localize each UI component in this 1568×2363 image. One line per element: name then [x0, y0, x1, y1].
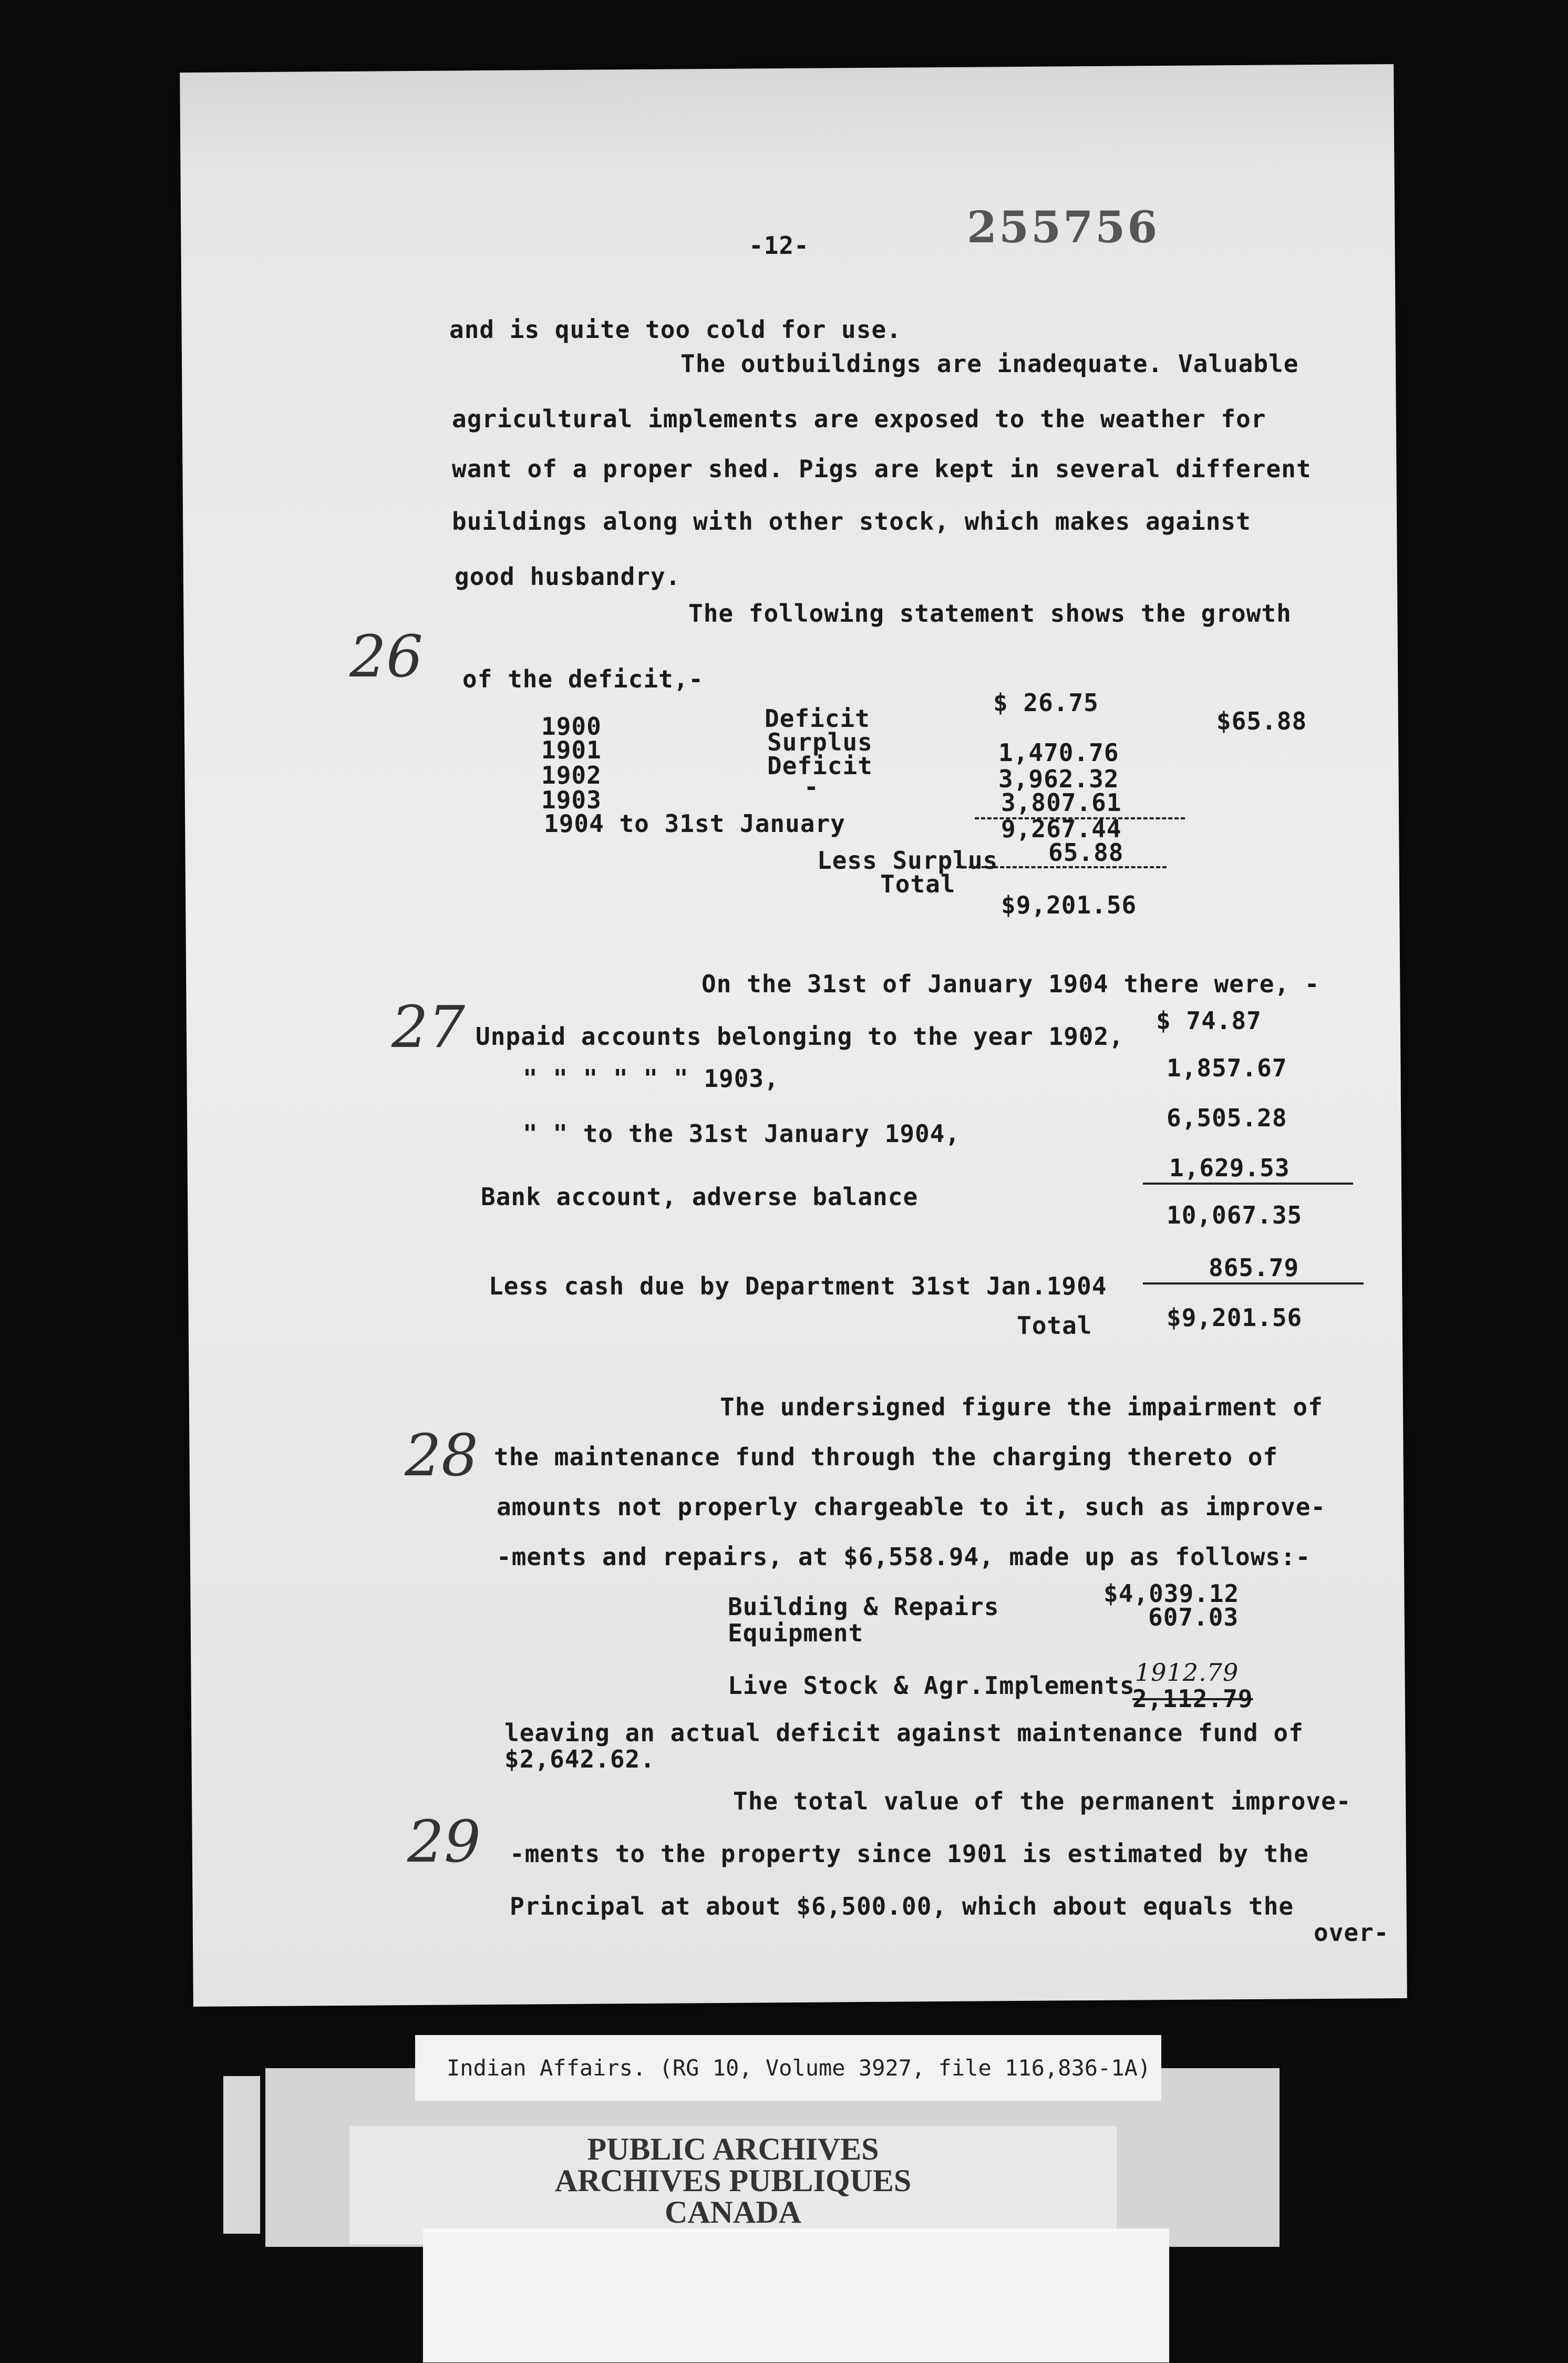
- archive-stamp-line2: ARCHIVES PUBLIQUES: [554, 2163, 912, 2198]
- table-cell: Deficit: [767, 752, 873, 780]
- account-amount: 1,857.67: [1167, 1054, 1287, 1082]
- table-cell: 1903: [541, 786, 602, 814]
- impairment-item: Building & Repairs: [728, 1593, 999, 1621]
- text-line: good husbandry.: [455, 562, 681, 591]
- accounts-total-label: Total: [1017, 1311, 1092, 1340]
- text-line: -ments and repairs, at $6,558.94, made up as follows:-: [497, 1543, 1311, 1571]
- table-cell: 1902: [541, 761, 602, 789]
- total-amount: $9,201.56: [1001, 891, 1137, 919]
- margin-note: 29: [407, 1808, 481, 1875]
- text-line: Principal at about $6,500.00, which about equals the: [510, 1892, 1294, 1920]
- account-amount: $ 74.87: [1156, 1006, 1262, 1035]
- archive-stamp-line1: PUBLIC ARCHIVES: [587, 2132, 879, 2166]
- text-line: -ments to the property since 1901 is estimated by the: [510, 1840, 1309, 1868]
- margin-note: 28: [405, 1422, 478, 1489]
- less-surplus-label: Less Surplus: [817, 846, 998, 875]
- subtotal: 9,267.44: [1001, 815, 1122, 843]
- text-line: The following statement shows the growth: [688, 599, 1292, 628]
- text-line: The total value of the permanent improve-: [733, 1787, 1352, 1815]
- text-line: amounts not properly chargeable to it, such as improve-: [497, 1493, 1326, 1521]
- less-cash-amount: 865.79: [1209, 1254, 1299, 1282]
- table-cell: 1904 to 31st January: [544, 809, 845, 838]
- archive-stamp-number: 255756: [967, 202, 1160, 253]
- less-cash-label: Less cash due by Department 31st Jan.1904: [489, 1272, 1107, 1300]
- text-line: want of a proper shed. Pigs are kept in several different: [452, 455, 1312, 483]
- sum-rule: [956, 866, 1167, 868]
- text-line: over-: [1314, 1918, 1389, 1947]
- table-cell: $ 26.75: [993, 689, 1099, 717]
- text-line: agricultural implements are exposed to the weather for: [452, 405, 1266, 433]
- accounts-sum: 10,067.35: [1167, 1201, 1303, 1229]
- impairment-amount: $4,039.12: [1103, 1579, 1240, 1608]
- table-cell: -: [804, 773, 819, 801]
- account-label: Unpaid accounts belonging to the year 1902,: [476, 1022, 1124, 1051]
- table-cell: 1900: [541, 712, 602, 741]
- struck-amount: 2,112.79: [1132, 1684, 1253, 1713]
- sum-rule: [1143, 1282, 1364, 1285]
- sum-rule: [1143, 1183, 1353, 1185]
- table-cell: 3,807.61: [1001, 788, 1122, 817]
- citation-label: [415, 2035, 1161, 2101]
- text-line: of the deficit,-: [462, 665, 704, 693]
- impairment-amount-handwritten: 1912.79: [1135, 1658, 1239, 1687]
- impairment-item: Equipment: [728, 1619, 864, 1647]
- table-cell: 1,470.76: [998, 738, 1119, 767]
- table-cell: Surplus: [767, 728, 873, 756]
- mount-edge: [223, 2076, 260, 2234]
- archive-stamp-line3: CANADA: [665, 2195, 801, 2230]
- account-label: Bank account, adverse balance: [481, 1183, 919, 1211]
- total-label: Total: [880, 870, 956, 898]
- account-amount: 6,505.28: [1167, 1104, 1287, 1132]
- text-line: The outbuildings are inadequate. Valuable: [680, 350, 1299, 378]
- text-line: the maintenance fund through the charging thereto of: [494, 1443, 1278, 1471]
- less-surplus-amount: 65.88: [1048, 838, 1124, 867]
- text-line: and is quite too cold for use.: [449, 315, 902, 344]
- text-line: $2,642.62.: [504, 1745, 655, 1773]
- impairment-amount: 607.03: [1148, 1603, 1239, 1631]
- archive-card: [423, 2228, 1169, 2362]
- table-cell: 1901: [541, 736, 602, 764]
- table-cell: $65.88: [1216, 707, 1307, 735]
- account-amount: 1,629.53: [1169, 1154, 1290, 1182]
- accounts-total-amount: $9,201.56: [1167, 1303, 1303, 1332]
- table-cell: Deficit: [765, 704, 870, 733]
- accounts-intro: On the 31st of January 1904 there were, -: [702, 970, 1320, 998]
- margin-note: 27: [391, 993, 465, 1061]
- impairment-item: Live Stock & Agr.Implements: [728, 1671, 1135, 1700]
- text-line: buildings along with other stock, which makes against: [452, 507, 1251, 536]
- citation-text: Indian Affairs. (RG 10, Volume 3927, file 116,836-1A): [447, 2055, 1151, 2081]
- account-label: " " to the 31st January 1904,: [523, 1119, 961, 1148]
- margin-note: 26: [349, 623, 423, 690]
- table-cell: 3,962.32: [998, 765, 1119, 793]
- account-label: " " " " " " 1903,: [523, 1064, 779, 1093]
- text-line: leaving an actual deficit against maintenance fund of: [504, 1719, 1304, 1747]
- page-number: -12-: [749, 231, 809, 260]
- text-line: The undersigned figure the impairment of: [720, 1393, 1323, 1421]
